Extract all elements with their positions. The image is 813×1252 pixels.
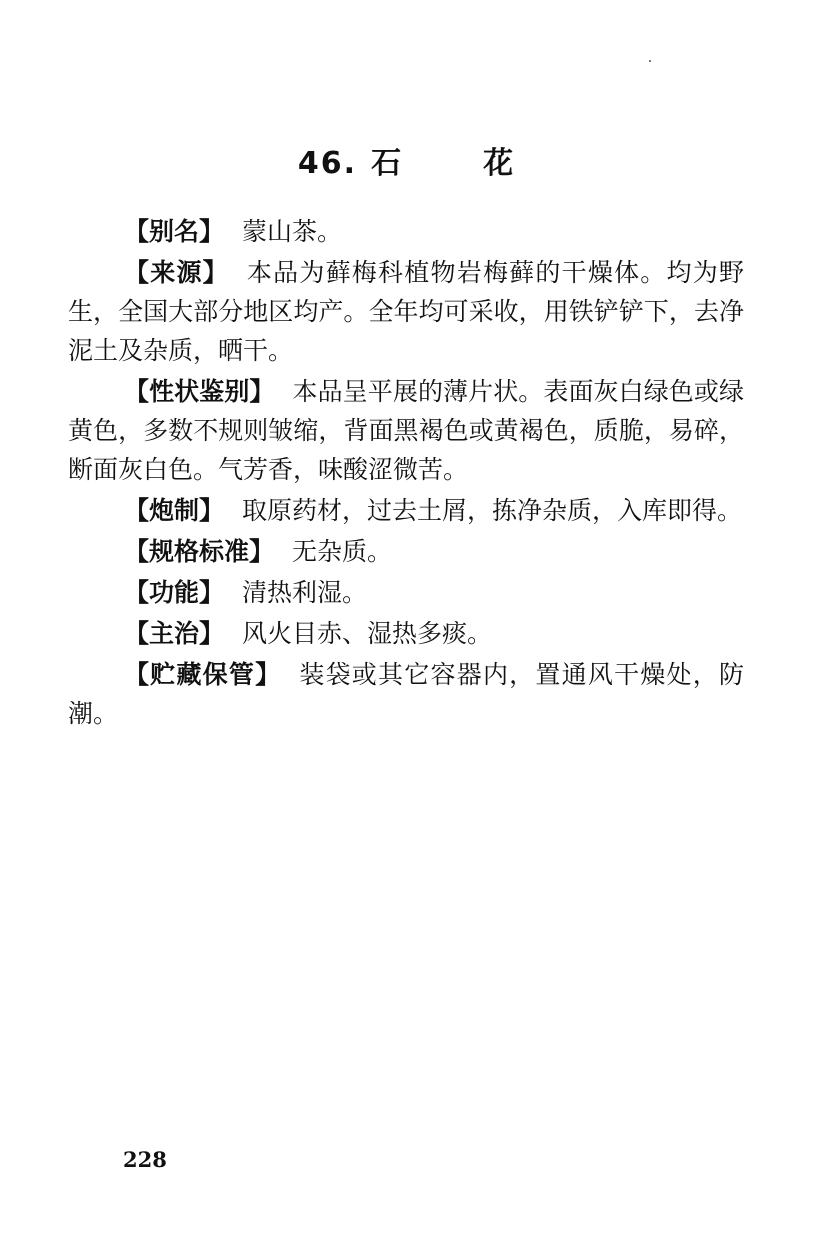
section-source [68,253,744,370]
section-text: 清热利湿。 [242,578,368,607]
section-label: 【主治】 [124,619,225,648]
section-label: 【贮藏保管】 [124,660,282,689]
section-label: 【规格标准】 [124,537,275,566]
section-function [68,573,744,612]
entry-number: 46. [297,146,358,181]
scan-speck [649,60,651,62]
section-label: 【功能】 [124,578,225,607]
section-text: 装袋或其它容器内，置通风干燥处，防潮。 [68,660,744,728]
entry-body [68,212,744,733]
page-number: 228 [123,1147,167,1172]
section-text: 风火目赤、湿热多痰。 [242,619,493,648]
section-text: 本品呈平展的薄片状。表面灰白绿色或绿黄色，多数不规则皱缩，背面黑褐色或黄褐色，质脆，易碎，断面灰白色。气芳香，味酸涩微苦。 [68,377,744,484]
section-text: 本品为藓梅科植物岩梅藓的干燥体。均为野生，全国大部分地区均产。全年均可采收，用铁铲铲下，去净泥土及杂质，晒干。 [68,258,744,365]
section-label: 【别名】 [124,217,225,246]
entry-title-char-1: 石 [371,146,404,181]
section-text: 无杂质。 [292,537,393,566]
entry-title-char-2: 花 [483,146,516,181]
section-label: 【炮制】 [124,496,225,525]
section-alias [68,212,744,251]
section-indication [68,614,744,653]
section-text: 蒙山茶。 [242,217,343,246]
section-storage [68,655,744,733]
section-text: 取原药材，过去土屑，拣净杂质，入库即得。 [242,496,743,525]
section-label: 【性状鉴别】 [124,377,275,406]
section-label: 【来源】 [124,258,229,287]
section-identification [68,372,744,489]
entry-title [0,138,813,182]
section-processing [68,491,744,530]
section-specification [68,532,744,571]
